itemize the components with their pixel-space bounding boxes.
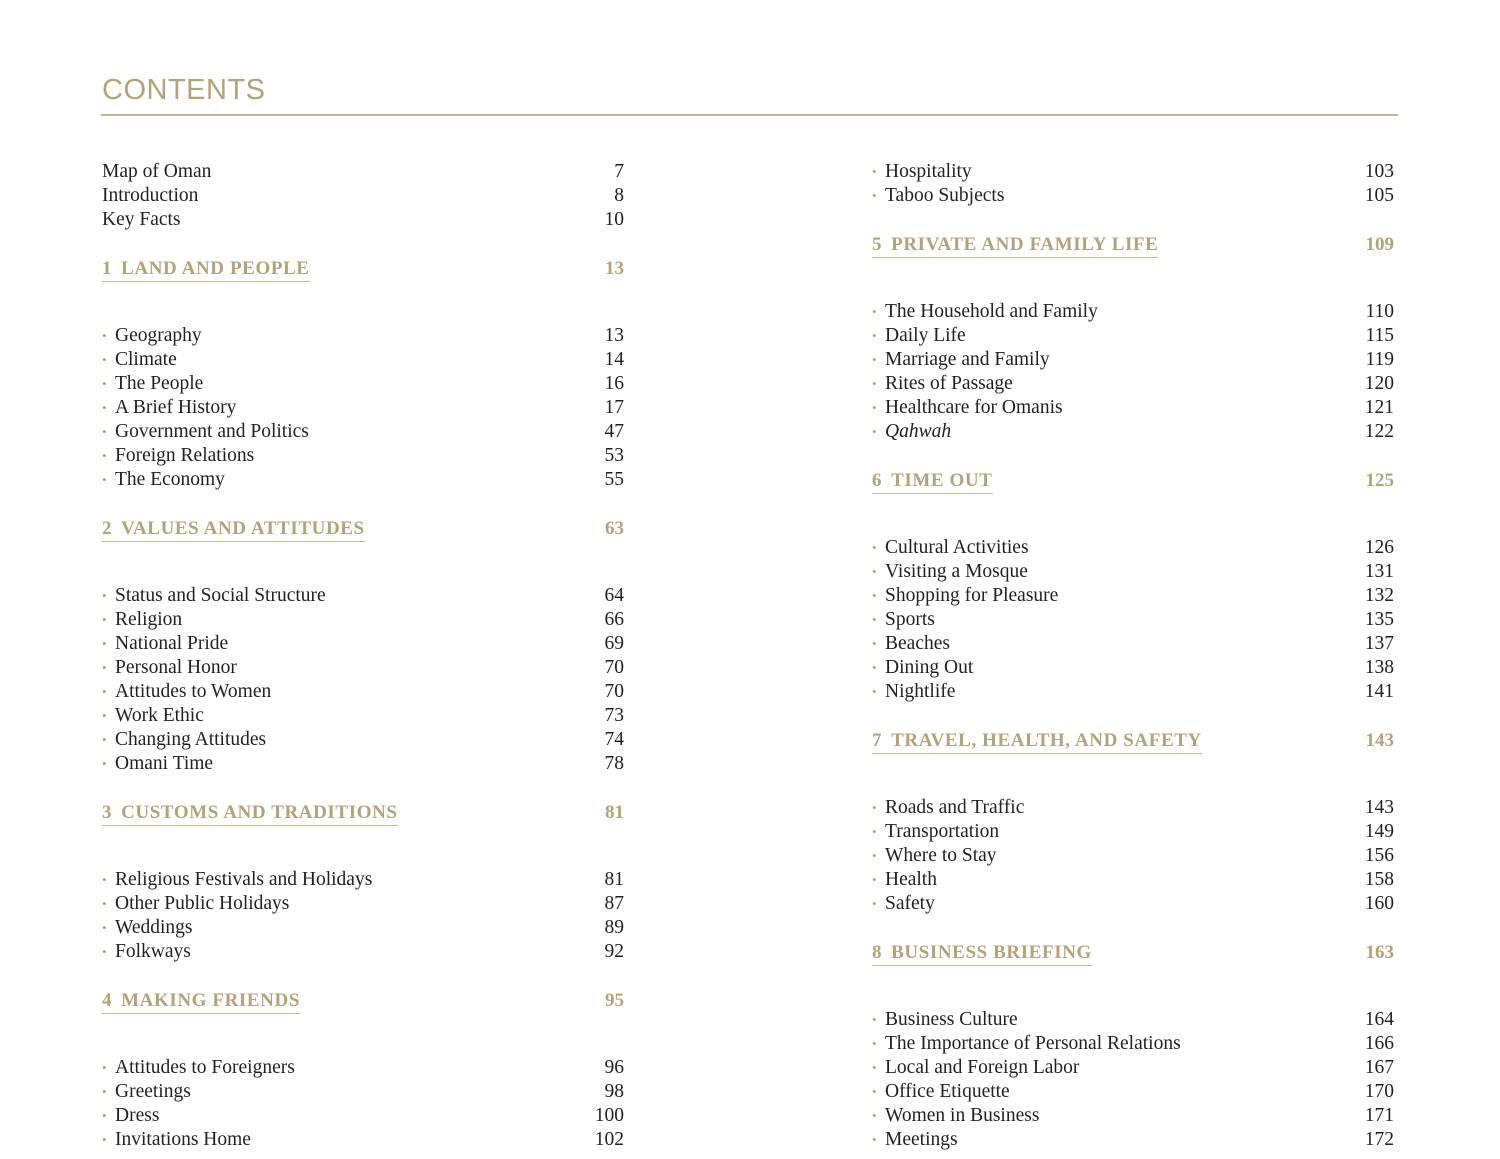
toc-entry-label: The Importance of Personal Relations — [885, 1033, 1181, 1054]
chapter-heading[interactable] — [102, 256, 624, 326]
bullet-icon: • — [872, 848, 877, 863]
chapter-page: 95 — [605, 990, 624, 1011]
bullet-icon: • — [872, 540, 877, 555]
toc-entry[interactable] — [872, 608, 1394, 632]
toc-entry-label: Office Etiquette — [885, 1081, 1010, 1102]
toc-entry[interactable] — [872, 160, 1394, 184]
chapter-title-text: PRIVATE AND FAMILY LIFE — [891, 234, 1159, 255]
chapter-number: 2 — [102, 518, 113, 539]
toc-entry-label: Foreign Relations — [115, 445, 255, 466]
bullet-icon: • — [102, 944, 107, 959]
toc-entry-page: 70 — [604, 681, 624, 702]
bullet-icon: • — [102, 472, 107, 487]
bullet-icon: • — [872, 1108, 877, 1123]
toc-entry-page: 135 — [1364, 609, 1394, 630]
bullet-icon: • — [872, 1132, 877, 1147]
bullet-icon: • — [872, 400, 877, 415]
toc-entry-page: 172 — [1364, 1129, 1394, 1150]
bullet-icon: • — [872, 800, 877, 815]
toc-entry-label: Visiting a Mosque — [885, 561, 1028, 582]
toc-entry-label: Women in Business — [885, 1105, 1040, 1126]
bullet-icon: • — [872, 1012, 877, 1027]
bullet-icon: • — [102, 400, 107, 415]
toc-entry-page: 120 — [1364, 373, 1394, 394]
toc-entry[interactable] — [102, 632, 624, 656]
chapter-title — [102, 256, 310, 282]
toc-entry-page: 10 — [604, 209, 624, 230]
chapter-page: 81 — [605, 802, 624, 823]
toc-entry-page: 92 — [604, 941, 624, 962]
toc-entry-label: Religious Festivals and Holidays — [115, 869, 373, 890]
chapter-page: 63 — [605, 518, 624, 539]
bullet-icon: • — [872, 660, 877, 675]
toc-entry[interactable] — [102, 1104, 624, 1128]
toc-entry-label: Personal Honor — [115, 657, 237, 678]
bullet-icon: • — [102, 1108, 107, 1123]
bullet-icon: • — [102, 732, 107, 747]
toc-entry-page: 126 — [1364, 537, 1394, 558]
toc-entry-label: Folkways — [115, 941, 191, 962]
chapter-page: 125 — [1365, 470, 1394, 491]
bullet-icon: • — [872, 1084, 877, 1099]
toc-entry-page: 16 — [604, 373, 624, 394]
toc-entry-page: 55 — [604, 469, 624, 490]
bullet-icon: • — [102, 660, 107, 675]
toc-entry[interactable] — [872, 184, 1394, 208]
toc-entry-label: National Pride — [115, 633, 229, 654]
toc-entry-label: Business Culture — [885, 1009, 1018, 1030]
bullet-icon: • — [102, 684, 107, 699]
toc-entry-label: Key Facts — [102, 209, 181, 230]
chapter-number: 3 — [102, 802, 113, 823]
toc-entry[interactable] — [102, 680, 624, 704]
bullet-icon: • — [872, 872, 877, 887]
toc-entry-page: 156 — [1364, 845, 1394, 866]
toc-entry-label: Roads and Traffic — [885, 797, 1025, 818]
chapter-title-text: TIME OUT — [891, 470, 993, 491]
toc-entry[interactable] — [102, 608, 624, 632]
toc-entry-page: 122 — [1364, 421, 1394, 442]
chapter-number: 8 — [872, 942, 883, 963]
toc-entry[interactable] — [102, 372, 624, 396]
toc-entry-label: Dress — [115, 1105, 160, 1126]
toc-entry-page: 78 — [604, 753, 624, 774]
toc-entry-page: 164 — [1364, 1009, 1394, 1030]
toc-entry-label: Greetings — [115, 1081, 191, 1102]
toc-entry[interactable] — [102, 348, 624, 372]
bullet-icon: • — [872, 376, 877, 391]
bullet-icon: • — [872, 588, 877, 603]
toc-entry-page: 96 — [604, 1057, 624, 1078]
toc-entry[interactable] — [102, 916, 624, 940]
chapter-page: 163 — [1365, 942, 1394, 963]
chapter-number: 5 — [872, 234, 883, 255]
toc-entry-page: 160 — [1364, 893, 1394, 914]
bullet-icon: • — [872, 612, 877, 627]
chapter-title-text: LAND AND PEOPLE — [121, 258, 310, 279]
toc-entry-page: 158 — [1364, 869, 1394, 890]
toc-entry[interactable] — [872, 1008, 1394, 1032]
toc-entry-label: Local and Foreign Labor — [885, 1057, 1080, 1078]
chapter-heading[interactable] — [872, 940, 1394, 1010]
toc-entry-page: 81 — [604, 869, 624, 890]
toc-entry-label: Status and Social Structure — [115, 585, 326, 606]
chapter-number: 4 — [102, 990, 113, 1011]
toc-entry[interactable] — [102, 324, 624, 348]
toc-entry[interactable] — [102, 1056, 624, 1080]
bullet-icon: • — [102, 708, 107, 723]
toc-entry[interactable] — [872, 300, 1394, 324]
toc-entry[interactable] — [102, 1128, 624, 1152]
toc-entry[interactable] — [102, 656, 624, 680]
bullet-icon: • — [872, 684, 877, 699]
toc-entry[interactable] — [872, 1104, 1394, 1128]
chapter-title — [102, 988, 300, 1014]
toc-entry-label: Work Ethic — [115, 705, 204, 726]
toc-entry[interactable] — [872, 584, 1394, 608]
toc-entry[interactable] — [872, 396, 1394, 420]
toc-entry-page: 131 — [1364, 561, 1394, 582]
toc-entry-page: 103 — [1364, 161, 1394, 182]
toc-entry-page: 70 — [604, 657, 624, 678]
toc-entry-label: Geography — [115, 325, 202, 346]
chapter-title — [872, 728, 1202, 754]
chapter-title — [872, 232, 1158, 258]
bullet-icon: • — [872, 304, 877, 319]
toc-front-entry[interactable] — [102, 160, 624, 184]
toc-entry-page: 137 — [1364, 633, 1394, 654]
toc-entry-page: 166 — [1364, 1033, 1394, 1054]
toc-entry-label: Shopping for Pleasure — [885, 585, 1059, 606]
bullet-icon: • — [102, 1132, 107, 1147]
toc-entry-label: Qahwah — [885, 421, 952, 442]
toc-front-entry[interactable] — [102, 208, 624, 232]
toc-entry[interactable] — [102, 468, 624, 492]
toc-entry-label: The People — [115, 373, 204, 394]
page-title: CONTENTS — [102, 74, 266, 106]
toc-entry-page: 170 — [1364, 1081, 1394, 1102]
toc-entry[interactable] — [872, 680, 1394, 704]
chapter-heading[interactable] — [102, 988, 624, 1058]
toc-entry[interactable] — [102, 940, 624, 964]
toc-entry-page: 89 — [604, 917, 624, 938]
chapter-heading[interactable] — [872, 728, 1394, 798]
toc-entry-page: 74 — [604, 729, 624, 750]
toc-entry-label: Where to Stay — [885, 845, 997, 866]
toc-entry-page: 141 — [1364, 681, 1394, 702]
bullet-icon: • — [102, 1060, 107, 1075]
chapter-number: 6 — [872, 470, 883, 491]
toc-entry[interactable] — [872, 372, 1394, 396]
toc-entry-page: 98 — [604, 1081, 624, 1102]
chapter-title — [102, 800, 398, 826]
toc-entry-page: 13 — [604, 325, 624, 346]
toc-entry-label: Rites of Passage — [885, 373, 1013, 394]
toc-entry-page: 119 — [1365, 349, 1394, 370]
toc-entry-page: 132 — [1364, 585, 1394, 606]
toc-entry[interactable] — [872, 1056, 1394, 1080]
toc-entry-label: Changing Attitudes — [115, 729, 267, 750]
toc-entry-label: Meetings — [885, 1129, 958, 1150]
chapter-heading[interactable] — [102, 516, 624, 586]
toc-entry-page: 66 — [604, 609, 624, 630]
toc-entry-page: 8 — [614, 185, 624, 206]
chapter-number: 1 — [102, 258, 113, 279]
bullet-icon: • — [102, 448, 107, 463]
toc-entry[interactable] — [872, 632, 1394, 656]
toc-entry-page: 110 — [1365, 301, 1394, 322]
bullet-icon: • — [102, 636, 107, 651]
chapter-title — [872, 940, 1092, 966]
toc-entry[interactable] — [872, 1128, 1394, 1152]
toc-entry[interactable] — [872, 844, 1394, 868]
toc-entry-page: 17 — [604, 397, 624, 418]
bullet-icon: • — [102, 612, 107, 627]
bullet-icon: • — [872, 1036, 877, 1051]
toc-entry-label: Marriage and Family — [885, 349, 1050, 370]
chapter-title-text: MAKING FRIENDS — [121, 990, 300, 1011]
toc-entry[interactable] — [872, 1080, 1394, 1104]
toc-entry-page: 171 — [1364, 1105, 1394, 1126]
bullet-icon: • — [102, 872, 107, 887]
bullet-icon: • — [102, 376, 107, 391]
toc-entry-page: 115 — [1365, 325, 1394, 346]
bullet-icon: • — [872, 636, 877, 651]
bullet-icon: • — [102, 1084, 107, 1099]
toc-entry-page: 100 — [594, 1105, 624, 1126]
toc-entry-label: The Economy — [115, 469, 225, 490]
toc-entry-label: Transportation — [885, 821, 1000, 842]
bullet-icon: • — [102, 328, 107, 343]
bullet-icon: • — [102, 352, 107, 367]
toc-entry-label: Daily Life — [885, 325, 966, 346]
toc-entry-page: 64 — [604, 585, 624, 606]
toc-entry-label: Sports — [885, 609, 935, 630]
bullet-icon: • — [872, 328, 877, 343]
chapter-title — [102, 516, 365, 542]
toc-entry-page: 138 — [1364, 657, 1394, 678]
chapter-page: 13 — [605, 258, 624, 279]
title-divider — [101, 114, 1398, 116]
toc-entry[interactable] — [102, 1080, 624, 1104]
toc-entry-page: 73 — [604, 705, 624, 726]
toc-entry-page: 143 — [1364, 797, 1394, 818]
toc-entry-page: 47 — [604, 421, 624, 442]
toc-front-entry[interactable] — [102, 184, 624, 208]
bullet-icon: • — [102, 424, 107, 439]
bullet-icon: • — [872, 824, 877, 839]
toc-entry[interactable] — [872, 560, 1394, 584]
toc-entry[interactable] — [102, 704, 624, 728]
chapter-title-text: CUSTOMS AND TRADITIONS — [121, 802, 398, 823]
toc-entry[interactable] — [102, 728, 624, 752]
bullet-icon: • — [872, 1060, 877, 1075]
toc-entry-label: Attitudes to Women — [115, 681, 272, 702]
toc-entry-label: Dining Out — [885, 657, 974, 678]
toc-entry[interactable] — [872, 796, 1394, 820]
toc-entry[interactable] — [102, 420, 624, 444]
toc-entry-label: Weddings — [115, 917, 193, 938]
toc-entry[interactable] — [872, 820, 1394, 844]
toc-entry[interactable] — [102, 444, 624, 468]
toc-entry[interactable] — [872, 656, 1394, 680]
chapter-title-text: VALUES AND ATTITUDES — [121, 518, 365, 539]
toc-entry-label: Invitations Home — [115, 1129, 251, 1150]
toc-entry-label: Introduction — [102, 185, 199, 206]
toc-entry-label: Cultural Activities — [885, 537, 1029, 558]
toc-entry[interactable] — [102, 584, 624, 608]
toc-column-right — [872, 160, 1394, 1152]
toc-entry-label: Healthcare for Omanis — [885, 397, 1063, 418]
chapter-heading[interactable] — [872, 468, 1394, 538]
bullet-icon: • — [872, 188, 877, 203]
chapter-heading[interactable] — [102, 800, 624, 870]
bullet-icon: • — [102, 920, 107, 935]
chapter-page: 143 — [1365, 730, 1394, 751]
toc-entry-label: The Household and Family — [885, 301, 1098, 322]
chapter-title — [872, 468, 993, 494]
toc-entry[interactable] — [872, 324, 1394, 348]
toc-entry-label: Hospitality — [885, 161, 972, 182]
toc-column-left — [102, 160, 624, 1152]
bullet-icon: • — [872, 564, 877, 579]
toc-entry-label: Government and Politics — [115, 421, 309, 442]
toc-entry-label: Omani Time — [115, 753, 214, 774]
toc-entry[interactable] — [102, 396, 624, 420]
toc-entry-label: Climate — [115, 349, 177, 370]
toc-entry-label: A Brief History — [115, 397, 237, 418]
toc-entry-page: 105 — [1364, 185, 1394, 206]
toc-entry[interactable] — [102, 868, 624, 892]
toc-entry-label: Attitudes to Foreigners — [115, 1057, 295, 1078]
toc-entry[interactable] — [872, 892, 1394, 916]
toc-entry-page: 87 — [604, 893, 624, 914]
chapter-heading[interactable] — [872, 232, 1394, 302]
toc-entry-label: Health — [885, 869, 937, 890]
toc-entry-page: 53 — [604, 445, 624, 466]
bullet-icon: • — [872, 352, 877, 367]
toc-entry-label: Taboo Subjects — [885, 185, 1005, 206]
toc-entry-label: Beaches — [885, 633, 950, 654]
toc-entry-page: 149 — [1364, 821, 1394, 842]
toc-entry[interactable] — [872, 868, 1394, 892]
chapter-page: 109 — [1365, 234, 1394, 255]
toc-entry[interactable] — [102, 752, 624, 776]
toc-entry-page: 7 — [614, 161, 624, 182]
toc-entry-page: 14 — [604, 349, 624, 370]
bullet-icon: • — [102, 756, 107, 771]
toc-entry-page: 102 — [594, 1129, 624, 1150]
bullet-icon: • — [102, 896, 107, 911]
bullet-icon: • — [872, 164, 877, 179]
toc-entry[interactable] — [872, 348, 1394, 372]
toc-entry-label: Safety — [885, 893, 935, 914]
chapter-title-text: TRAVEL, HEALTH, AND SAFETY — [891, 730, 1202, 751]
toc-entry-label: Nightlife — [885, 681, 956, 702]
bullet-icon: • — [872, 896, 877, 911]
chapter-number: 7 — [872, 730, 883, 751]
toc-entry[interactable] — [102, 892, 624, 916]
bullet-icon: • — [102, 588, 107, 603]
toc-entry[interactable] — [872, 536, 1394, 560]
chapter-title-text: BUSINESS BRIEFING — [891, 942, 1092, 963]
toc-entry-label: Map of Oman — [102, 161, 212, 182]
toc-entry-page: 167 — [1364, 1057, 1394, 1078]
toc-entry[interactable] — [872, 1032, 1394, 1056]
toc-entry-page: 121 — [1364, 397, 1394, 418]
bullet-icon: • — [872, 424, 877, 439]
toc-entry-label: Religion — [115, 609, 183, 630]
toc-entry-page: 69 — [604, 633, 624, 654]
toc-entry-label: Other Public Holidays — [115, 893, 290, 914]
toc-entry[interactable] — [872, 420, 1394, 444]
